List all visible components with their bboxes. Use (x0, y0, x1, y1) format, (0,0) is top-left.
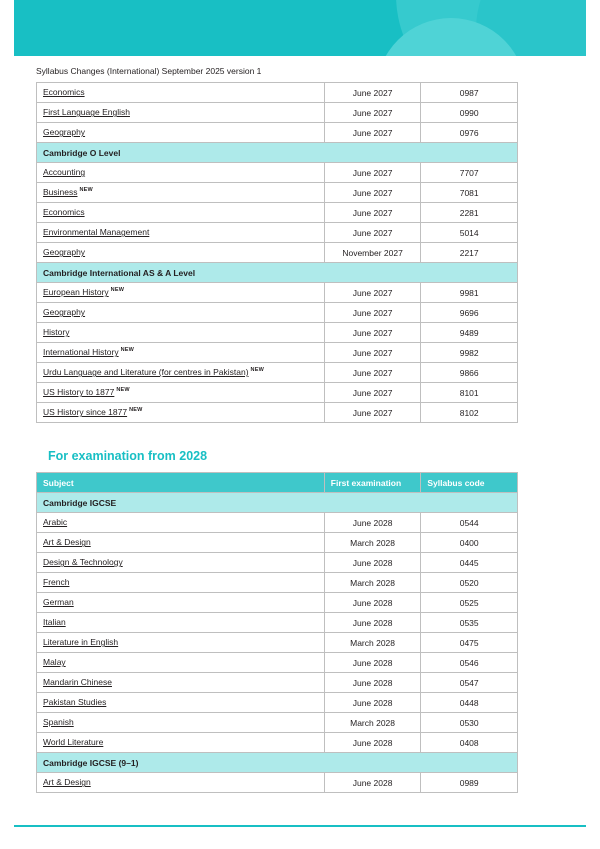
cell-syllabus-code: 0989 (421, 773, 518, 793)
subject-link[interactable]: Art & Design (43, 777, 91, 788)
cell-first-examination: November 2027 (324, 243, 421, 263)
group-label: Cambridge IGCSE (37, 493, 518, 513)
new-badge: NEW (120, 347, 135, 354)
subject-link[interactable]: Mandarin Chinese (43, 677, 112, 688)
table-row (37, 103, 518, 123)
cell-first-examination: June 2027 (324, 163, 421, 183)
table-row (37, 163, 518, 183)
group-label: Cambridge International AS & A Level (37, 263, 518, 283)
table-row (37, 303, 518, 323)
new-badge: NEW (110, 287, 125, 294)
cell-first-examination: June 2027 (324, 303, 421, 323)
cell-subject (37, 183, 325, 203)
cell-syllabus-code: 0475 (421, 633, 518, 653)
cell-subject (37, 283, 325, 303)
table-row (37, 383, 518, 403)
table-body-2028 (37, 493, 518, 793)
cell-first-examination: June 2027 (324, 403, 421, 423)
subject-link[interactable]: Malay (43, 657, 66, 668)
table-row (37, 343, 518, 363)
cell-subject (37, 363, 325, 383)
subject-link[interactable]: German (43, 597, 74, 608)
page-content (0, 56, 600, 793)
cell-syllabus-code: 2281 (421, 203, 518, 223)
table-row (37, 323, 518, 343)
table-group-row (37, 263, 518, 283)
subject-link[interactable]: European History (43, 287, 109, 298)
cell-syllabus-code: 0976 (421, 123, 518, 143)
cell-syllabus-code: 0535 (421, 613, 518, 633)
table-row (37, 403, 518, 423)
table-group-row (37, 143, 518, 163)
cell-subject (37, 773, 325, 793)
cell-first-examination: June 2027 (324, 283, 421, 303)
cell-subject (37, 533, 325, 553)
subject-link[interactable]: Italian (43, 617, 66, 628)
subject-link[interactable]: International History (43, 347, 119, 358)
cell-subject (37, 673, 325, 693)
cell-syllabus-code: 0990 (421, 103, 518, 123)
new-badge: NEW (79, 187, 93, 194)
cell-syllabus-code: 0445 (421, 553, 518, 573)
table-body-2027 (37, 83, 518, 423)
table-row (37, 613, 518, 633)
subject-link[interactable]: Arabic (43, 517, 68, 528)
cell-syllabus-code: 0520 (421, 573, 518, 593)
table-row (37, 653, 518, 673)
subject-link[interactable]: Geography (43, 307, 86, 318)
subject-link[interactable]: Economics (43, 207, 85, 218)
cell-subject (37, 403, 325, 423)
column-header-subject: Subject (37, 473, 325, 493)
subject-link[interactable]: Pakistan Studies (43, 697, 107, 708)
subject-link[interactable]: Geography (43, 247, 86, 258)
cell-syllabus-code: 0547 (421, 673, 518, 693)
cell-first-examination: June 2028 (324, 653, 421, 673)
cell-first-examination: June 2028 (324, 733, 421, 753)
cell-subject (37, 653, 325, 673)
table-row (37, 553, 518, 573)
cell-syllabus-code: 7081 (421, 183, 518, 203)
table-row (37, 123, 518, 143)
cell-subject (37, 343, 325, 363)
cell-syllabus-code: 2217 (421, 243, 518, 263)
new-badge: NEW (250, 367, 264, 374)
cell-first-examination: June 2027 (324, 103, 421, 123)
cell-syllabus-code: 0408 (421, 733, 518, 753)
cell-first-examination: June 2028 (324, 593, 421, 613)
cell-first-examination: March 2028 (324, 573, 421, 593)
cell-subject (37, 713, 325, 733)
cell-subject (37, 733, 325, 753)
table-row (37, 513, 518, 533)
cell-first-examination: June 2027 (324, 383, 421, 403)
table-row (37, 593, 518, 613)
syllabus-table-2027 (36, 82, 518, 423)
cell-subject (37, 613, 325, 633)
cell-subject (37, 513, 325, 533)
table-row (37, 243, 518, 263)
cell-subject (37, 573, 325, 593)
table-row (37, 713, 518, 733)
cell-syllabus-code: 0400 (421, 533, 518, 553)
cell-subject (37, 383, 325, 403)
cell-first-examination: June 2027 (324, 123, 421, 143)
cell-first-examination: June 2028 (324, 693, 421, 713)
table-row (37, 533, 518, 553)
column-header-syllabus-code: Syllabus code (421, 473, 518, 493)
syllabus-table-2028 (36, 472, 518, 793)
subject-link[interactable]: World Literature (43, 737, 104, 748)
subject-link[interactable]: Literature in English (43, 637, 119, 648)
subject-link[interactable]: Urdu Language and Literature (for centres in Pakistan) (43, 367, 249, 378)
table-row (37, 633, 518, 653)
cell-first-examination: June 2027 (324, 323, 421, 343)
subject-link[interactable]: French (43, 577, 70, 588)
subject-link[interactable]: Business (43, 187, 78, 198)
subject-link[interactable]: Economics (43, 87, 85, 98)
subject-link[interactable]: Design & Technology (43, 557, 123, 568)
cell-first-examination: June 2028 (324, 553, 421, 573)
cell-first-examination: June 2027 (324, 203, 421, 223)
table-row (37, 203, 518, 223)
cell-first-examination: June 2027 (324, 183, 421, 203)
cell-subject (37, 323, 325, 343)
cell-syllabus-code: 9866 (421, 363, 518, 383)
cell-syllabus-code: 7707 (421, 163, 518, 183)
subject-link[interactable]: Geography (43, 127, 86, 138)
cell-syllabus-code: 0546 (421, 653, 518, 673)
group-label: Cambridge IGCSE (9–1) (37, 753, 518, 773)
cell-syllabus-code: 0544 (421, 513, 518, 533)
cell-subject (37, 203, 325, 223)
cell-subject (37, 303, 325, 323)
table-row (37, 363, 518, 383)
cell-syllabus-code: 0530 (421, 713, 518, 733)
table-row (37, 183, 518, 203)
table-row (37, 83, 518, 103)
cell-syllabus-code: 8102 (421, 403, 518, 423)
cell-subject (37, 123, 325, 143)
table-row (37, 773, 518, 793)
cell-subject (37, 553, 325, 573)
table-group-row (37, 753, 518, 773)
subject-link[interactable]: Accounting (43, 167, 86, 178)
cell-first-examination: June 2028 (324, 613, 421, 633)
cell-first-examination: March 2028 (324, 713, 421, 733)
column-header-first-examination: First examination (324, 473, 421, 493)
cell-first-examination: March 2028 (324, 533, 421, 553)
cell-subject (37, 693, 325, 713)
cell-first-examination: June 2028 (324, 773, 421, 793)
cell-subject (37, 223, 325, 243)
cell-first-examination: June 2027 (324, 83, 421, 103)
subject-link[interactable]: US History since 1877 (43, 407, 128, 418)
cell-subject (37, 83, 325, 103)
cell-first-examination: June 2028 (324, 513, 421, 533)
cell-subject (37, 593, 325, 613)
cell-first-examination: June 2027 (324, 363, 421, 383)
table-group-row (37, 493, 518, 513)
footer-rule (14, 825, 586, 827)
table-header-row (37, 473, 518, 493)
cell-syllabus-code: 8101 (421, 383, 518, 403)
cell-first-examination: June 2027 (324, 343, 421, 363)
cell-syllabus-code: 0448 (421, 693, 518, 713)
cell-subject (37, 633, 325, 653)
table-row (37, 693, 518, 713)
cell-syllabus-code: 9981 (421, 283, 518, 303)
section-title-2028: For examination from 2028 (48, 449, 208, 463)
cell-syllabus-code: 5014 (421, 223, 518, 243)
cell-first-examination: March 2028 (324, 633, 421, 653)
group-label: Cambridge O Level (37, 143, 518, 163)
cell-syllabus-code: 0987 (421, 83, 518, 103)
subject-link[interactable]: First Language English (43, 107, 130, 118)
running-head: Syllabus Changes (International) September 2025 version 1 (36, 66, 262, 76)
table-row (37, 223, 518, 243)
table-row (37, 733, 518, 753)
table-row (37, 283, 518, 303)
cell-subject (37, 103, 325, 123)
subject-link[interactable]: Environmental Management (43, 227, 150, 238)
cell-subject (37, 163, 325, 183)
subject-link[interactable]: US History to 1877 (43, 387, 115, 398)
new-badge: NEW (116, 387, 130, 394)
cell-syllabus-code: 9696 (421, 303, 518, 323)
subject-link[interactable]: Art & Design (43, 537, 91, 548)
table-head-2028 (37, 473, 518, 493)
cell-syllabus-code: 9489 (421, 323, 518, 343)
cell-subject (37, 243, 325, 263)
subject-link[interactable]: Spanish (43, 717, 74, 728)
cell-syllabus-code: 9982 (421, 343, 518, 363)
cell-first-examination: June 2027 (324, 223, 421, 243)
table-row (37, 573, 518, 593)
cell-syllabus-code: 0525 (421, 593, 518, 613)
cell-first-examination: June 2028 (324, 673, 421, 693)
table-row (37, 673, 518, 693)
new-badge: NEW (129, 407, 143, 414)
page-header-banner (14, 0, 586, 56)
subject-link[interactable]: History (43, 327, 70, 338)
